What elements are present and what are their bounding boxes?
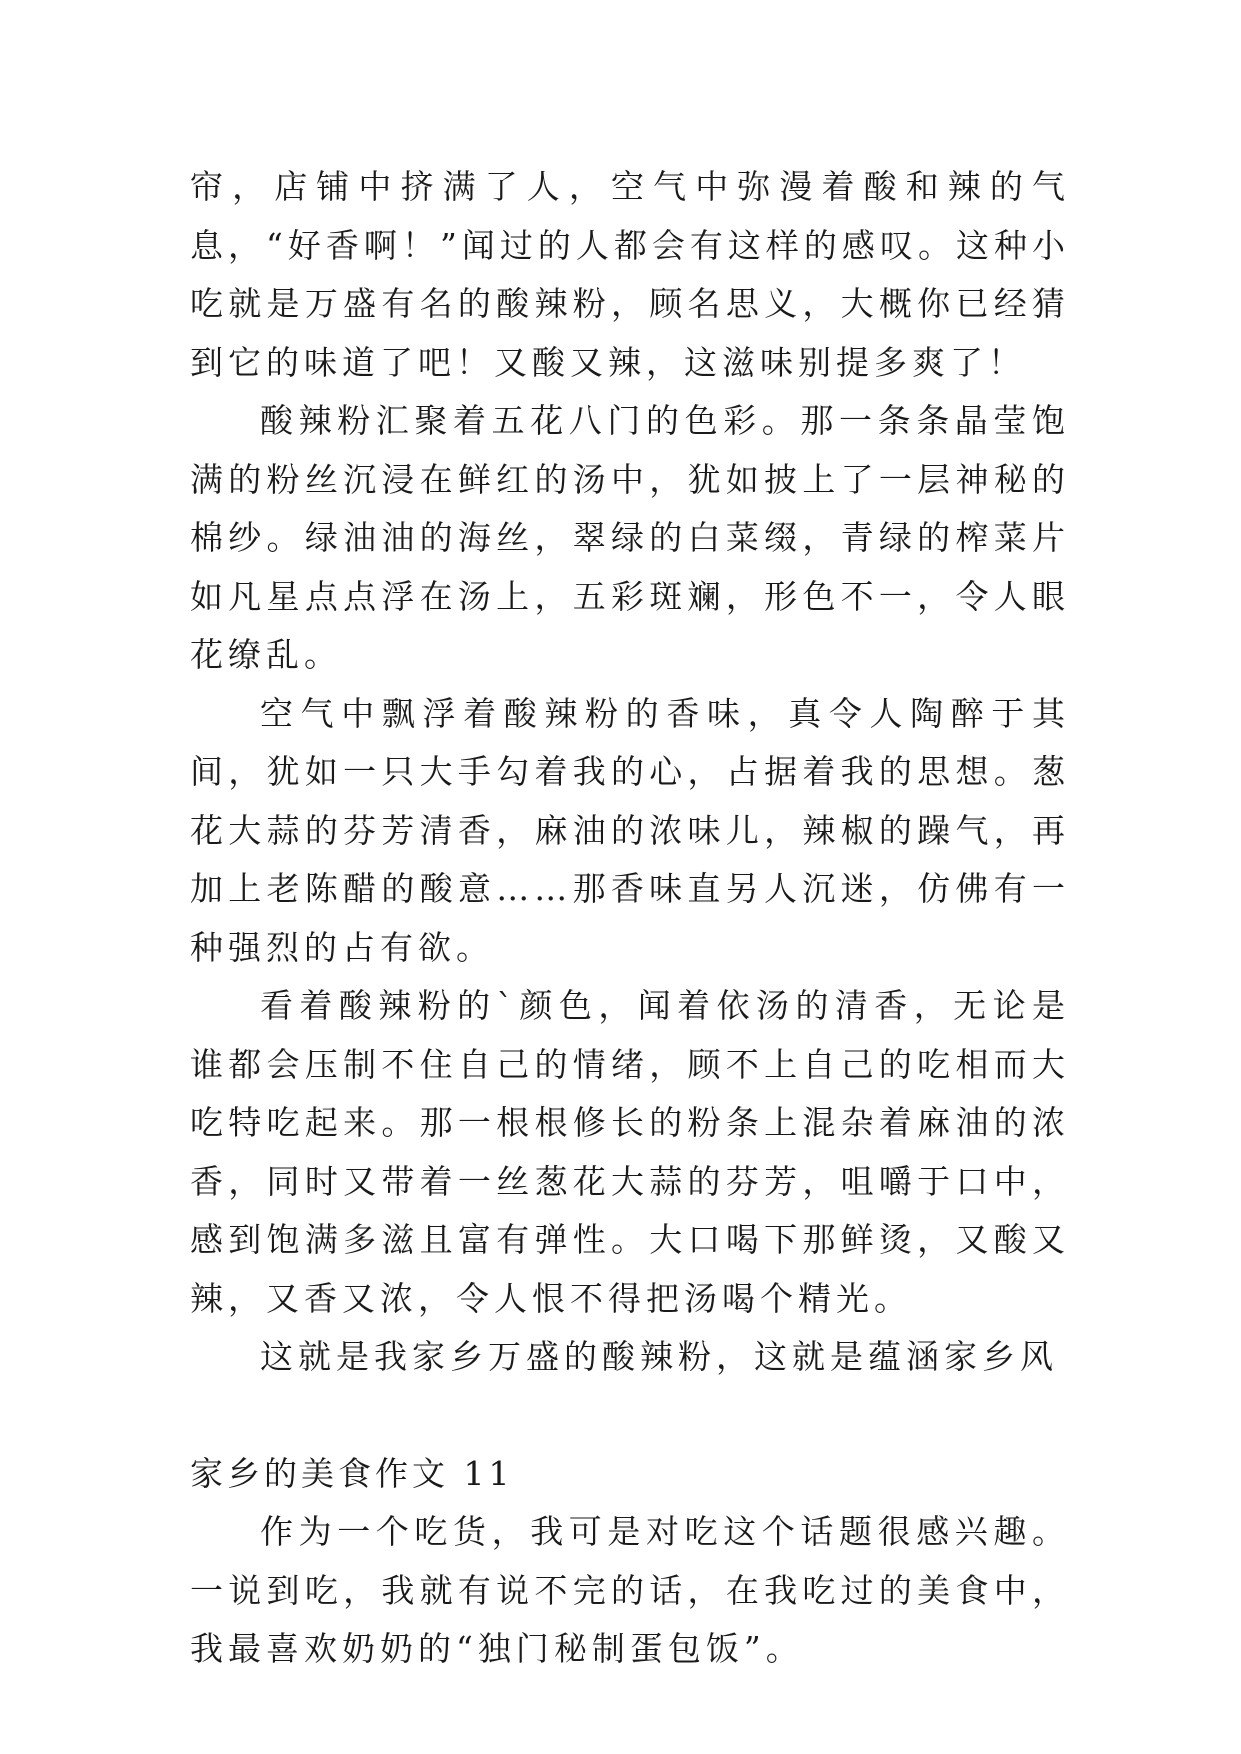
document-body — [190, 158, 1070, 1679]
paragraph: 看着酸辣粉的`颜色，闻着依汤的清香，无论是谁都会压制不住自己的情绪，顾不上自己的吃相而大吃特吃起来。那一根根修长的粉条上混杂着麻油的浓香，同时又带着一丝葱花大蒜的芬芳，咀嚼于口中，感到饱满多滋且富有弹性。大口喝下那鲜烫，又酸又辣，又香又浓，令人恨不得把汤喝个精光。 — [190, 986, 1070, 1318]
paragraph-continuation: 帘，店铺中挤满了人，空气中弥漫着酸和辣的气息，“好香啊！”闻过的人都会有这样的感叹。这种小吃就是万盛有名的酸辣粉，顾名思义，大概你已经猜到它的味道了吧！又酸又辣，这滋味别提多爽了！ — [190, 167, 1070, 382]
paragraph: 作为一个吃货，我可是对吃这个话题很感兴趣。一说到吃，我就有说不完的话，在我吃过的美食中，我最喜欢奶奶的“独门秘制蛋包饭”。 — [190, 1512, 1070, 1668]
paragraph: 这就是我家乡万盛的酸辣粉，这就是蕴涵家乡风 — [260, 1337, 1058, 1376]
paragraph: 酸辣粉汇聚着五花八门的色彩。那一条条晶莹饱满的粉丝沉浸在鲜红的汤中，犹如披上了一层神秘的棉纱。绿油油的海丝，翠绿的白菜缀，青绿的榨菜片如凡星点点浮在汤上，五彩斑斓，形色不一，令人眼花缭乱。 — [190, 401, 1070, 674]
paragraph: 空气中飘浮着酸辣粉的香味，真令人陶醉于其间，犹如一只大手勾着我的心，占据着我的思想。葱花大蒜的芬芳清香，麻油的浓味儿，辣椒的躁气，再加上老陈醋的酸意……那香味直另人沉迷，仿佛有一种强烈的占有欲。 — [190, 693, 1070, 967]
section-heading: 家乡的美食作文 11 — [190, 1453, 514, 1493]
